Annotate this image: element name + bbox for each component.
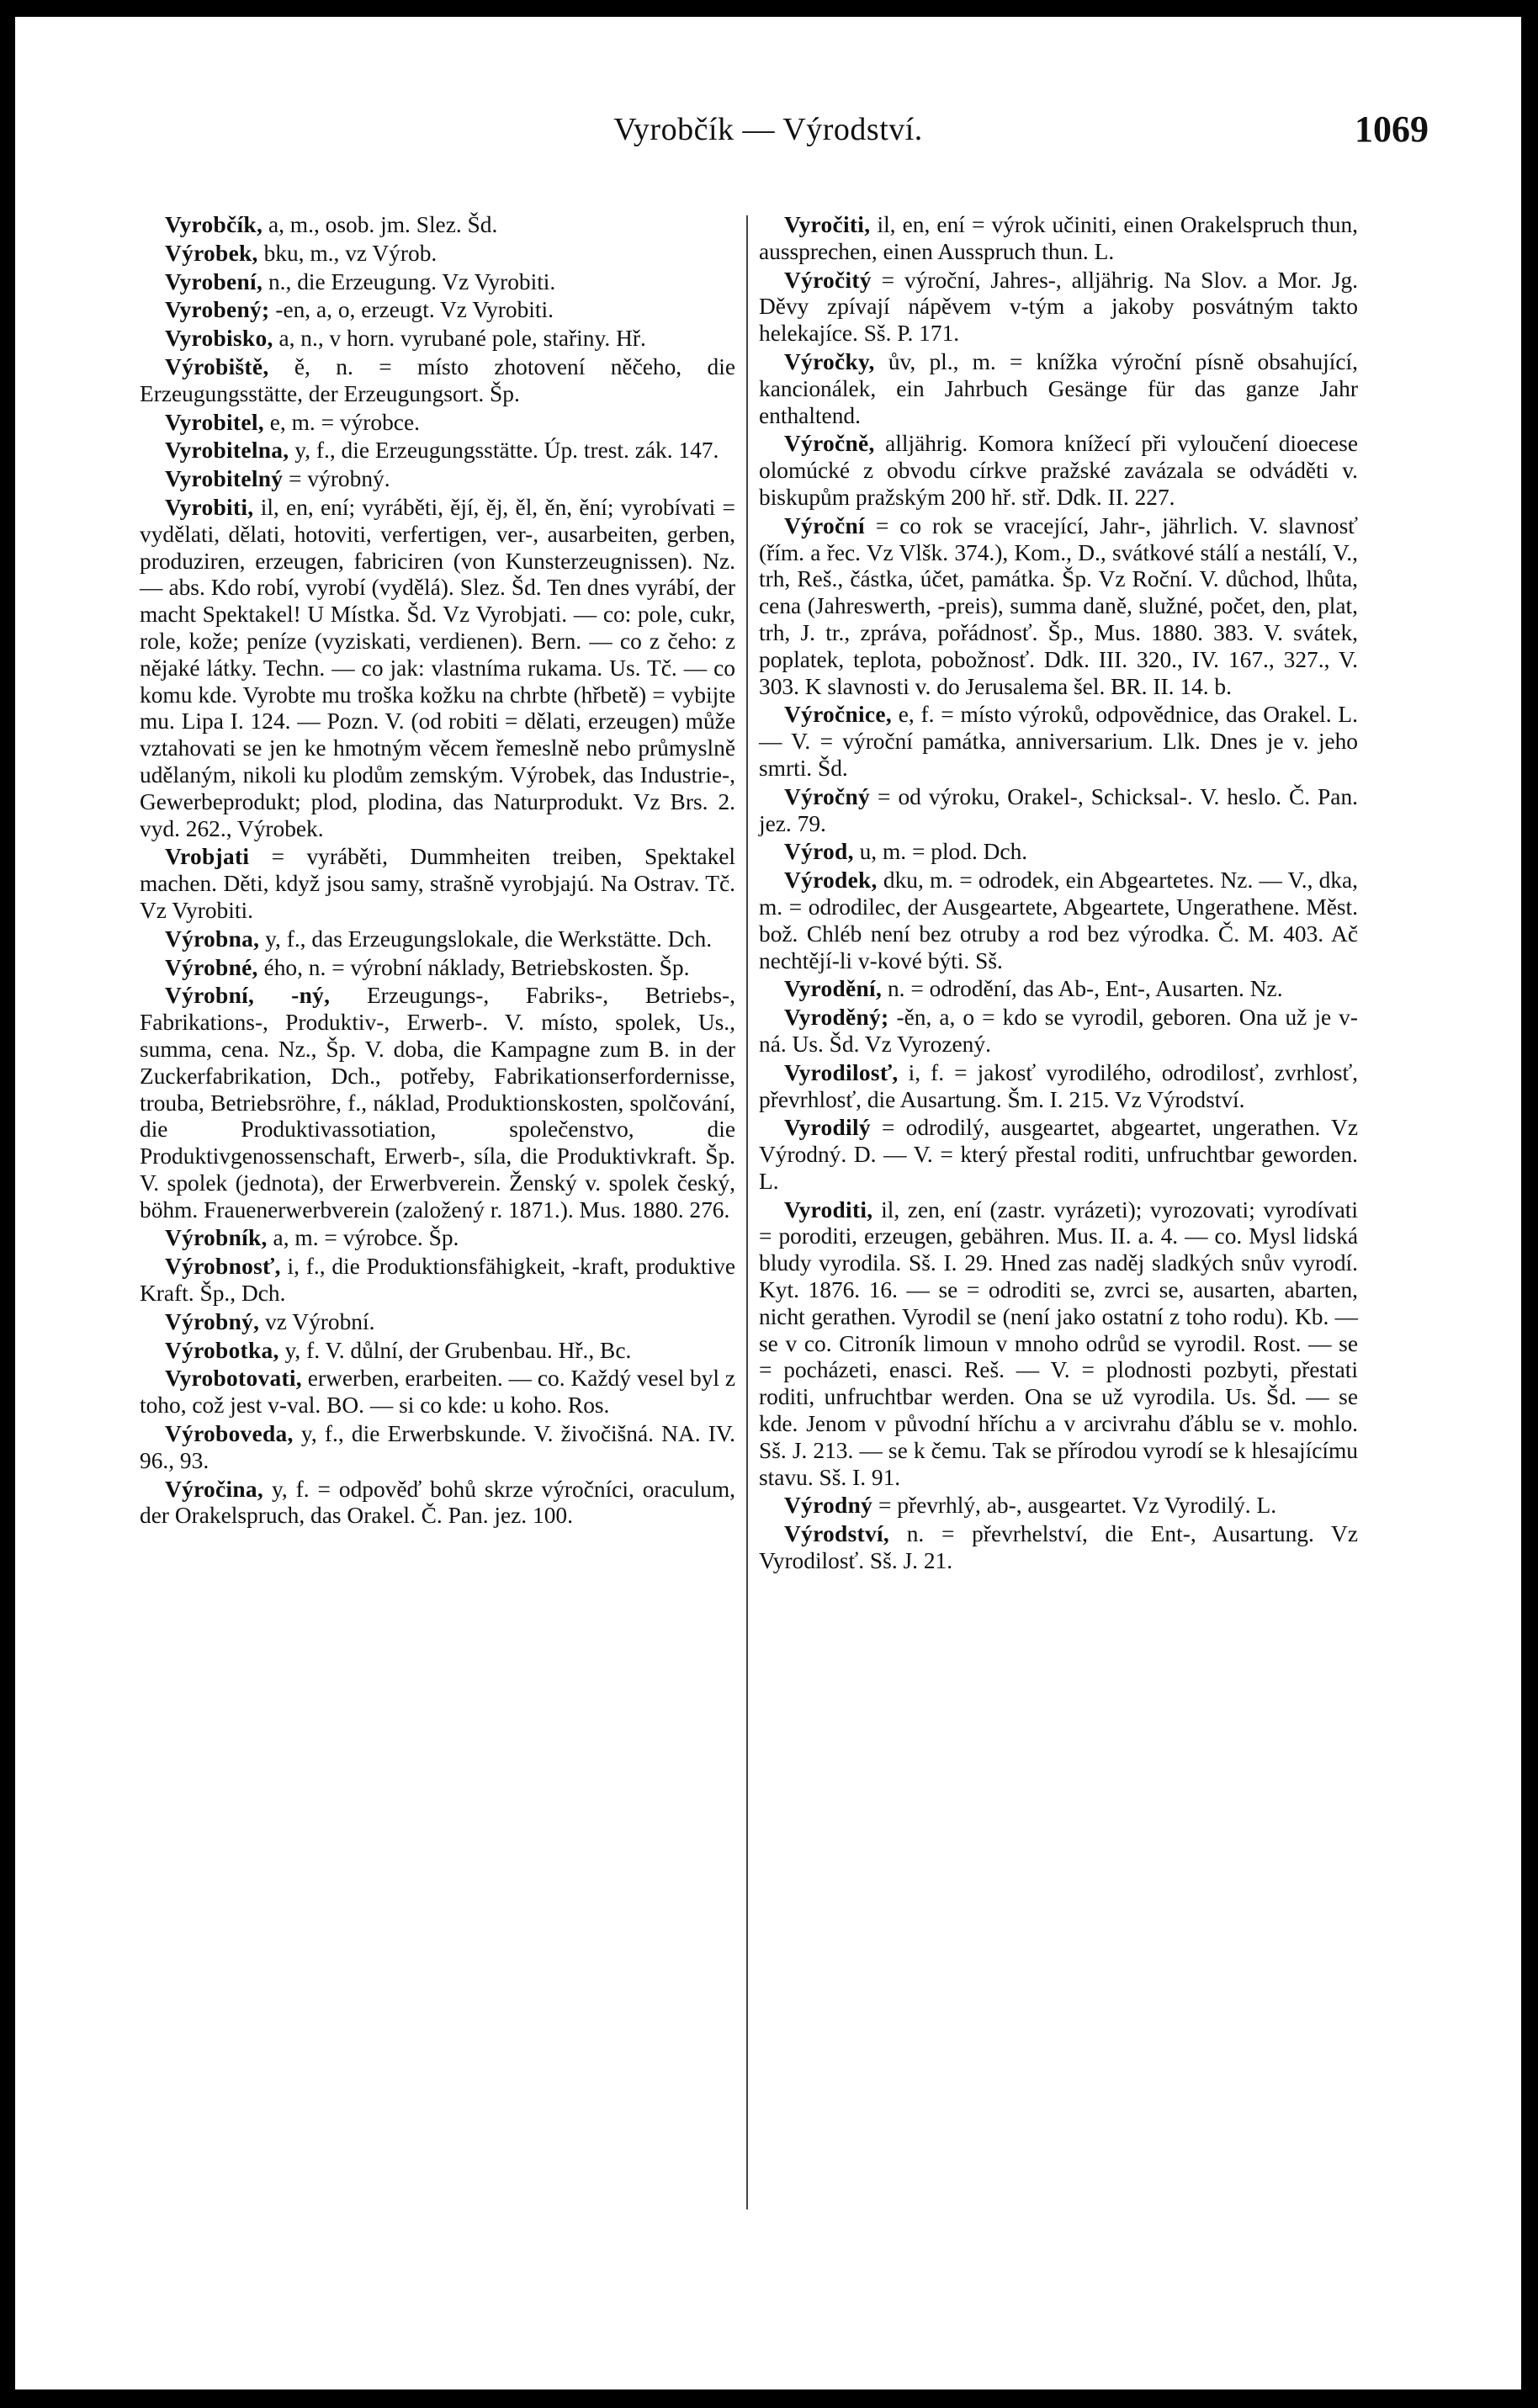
entry-headword: Výrobný, (165, 1308, 260, 1334)
entry-definition: = co rok se vracející, Jahr-, jährlich. V. slavnosť (řím. a řec. Vz Vlšk. 374.), Kom., D., svátkové stálí a nestálí, V., trh, Reš., částka, účet, památka. Šp. Vz Roční. V. důchod, lhůta, cena (Jahreswerth, -preis), summa daně, služné, počet, den, plat, trh, J. tr., zpráva, pořádnosť. Šp., Mus. 1880. 383. V. svátek, poplatek, teplota, pobožnosť. Ddk. III. 320., IV. 167., 327., V. 303. K slavnosti v. do Jerusalema šel. BR. II. 14. b. (759, 512, 1358, 699)
entry-headword: Vyrobení, (165, 268, 263, 294)
entry-headword: Vyroditi, (784, 1196, 873, 1223)
entry-headword: Výrodství, (784, 1521, 890, 1547)
dictionary-entry (140, 1309, 735, 1336)
dictionary-entry (759, 268, 1358, 347)
entry-definition: = vyráběti, Dummheiten treiben, Spektakel machen. Děti, když jsou samy, strašně vyrobjajú. Na Ostrav. Tč. Vz Vyrobiti. (140, 844, 735, 923)
dictionary-entry (140, 1254, 735, 1307)
entry-headword: Vyrobitel, (165, 409, 264, 435)
dictionary-entry (140, 955, 735, 982)
entry-headword: Výrodek, (784, 867, 878, 894)
entry-headword: Výrobek, (165, 240, 258, 266)
entry-definition: = odrodilý, ausgeartet, abgeartet, ungerathen. Vz Výrodný. D. — V. = který přestal roditi, unfruchtbar geworden. L. (759, 1115, 1358, 1194)
entry-definition: y, f. V. důlní, der Grubenbau. Hř., Bc. (278, 1337, 632, 1363)
entry-headword: Vyrodění, (784, 976, 883, 1002)
entry-definition: u, m. = plod. Dch. (853, 839, 1028, 865)
dictionary-entry (140, 241, 735, 268)
dictionary-entry (759, 1493, 1358, 1520)
entry-definition: bku, m., vz Výrob. (257, 240, 438, 266)
entry-headword: Výrobiště, (165, 353, 269, 379)
dictionary-entry (140, 297, 735, 324)
page-number: 1069 (1355, 109, 1429, 150)
entry-headword: Výročina, (165, 1476, 264, 1502)
entry-definition: dku, m. = odrodek, ein Abgeartetes. Nz. — V., dka, m. = odrodilec, der Ausgeartete, Abgeartete, Ungerathene. Měst. bož. Chléb není bez otruby a rod bez výrodka. Č. M. 403. Ač nechtějí-li v-kové býti. Sš. (759, 867, 1358, 973)
entry-headword: Vyrobitelna, (165, 438, 289, 464)
dictionary-entry (759, 431, 1358, 511)
entry-definition: il, zen, ení (zastr. vyrázeti); vyrozovati; vyrodívati = poroditi, erzeugen, gebähren. Mus. II. a. 4. — co. Mysl lidská bludy vyrodila. Sš. I. 29. Hned zas naděj sladkých snův vyrodí. Kyt. 1876. 16. — se = odroditi se, zvrci se, ausarten, abarten, nicht gerathen. Vyrodil se (není jako ostatní z toho rodu). Kb. — se v co. Citroník limoun v mnoho odrůd se vyrodil. Rost. — se = pocházeti, enasci. Reš. — V. = plodnosti pozbyti, přestati roditi, unfruchtbar werden. Ona se už vyrodila. Us. Šd. — se kde. Jenom v původní hříchu a v arcivrahu ďáblu se v. mohlo. Sš. J. 213. — se k čemu. Tak se přírodou vyrodí se k hlesajícímu stavu. Sš. I. 91. (759, 1196, 1358, 1490)
dictionary-entry (759, 1197, 1358, 1492)
entry-headword: Vyrobčík, (165, 212, 263, 237)
entry-headword: Výroční (784, 512, 865, 538)
entry-headword: Vyroděný; (784, 1005, 889, 1031)
dictionary-entry (759, 1115, 1358, 1195)
right-column (759, 212, 1358, 1577)
dictionary-entry (140, 844, 735, 924)
entry-headword: Výrobné, (165, 954, 258, 980)
entry-definition: ě, n. = místo zhotovení něčeho, die Erzeugungsstätte, der Erzeugungsort. Šp. (140, 353, 735, 406)
entry-definition: y, f., die Erwerbskunde. V. živočišná. NA. IV. 96., 93. (140, 1421, 735, 1473)
dictionary-entry (140, 466, 735, 493)
entry-definition: ého, n. = výrobní náklady, Betriebskosten. Šp. (257, 954, 690, 980)
dictionary-entry (759, 349, 1358, 429)
entry-definition: a, m., osob. jm. Slez. Šd. (263, 212, 498, 237)
dictionary-entry (140, 269, 735, 296)
column-divider (746, 215, 748, 2209)
dictionary-entry (759, 976, 1358, 1003)
dictionary-entry (759, 702, 1358, 782)
entry-headword: Výročky, (784, 348, 875, 374)
dictionary-entry (759, 212, 1358, 266)
dictionary-entry (759, 867, 1358, 974)
entry-definition: = výrobný. (283, 466, 390, 492)
entry-definition: a, n., v horn. vyrubané pole, stařiny. Hř. (273, 326, 646, 352)
entry-definition: e, f. = místo výroků, odpovědnice, das Orakel. L. — V. = výroční památka, anniversarium. Llk. Dnes je v. jeho smrti. Šd. (759, 702, 1358, 781)
dictionary-entry (140, 1225, 735, 1252)
entry-headword: Vyrobený; (165, 297, 270, 323)
entry-headword: Vyrodilý (784, 1115, 871, 1141)
dictionary-entry (140, 354, 735, 408)
entry-definition: alljährig. Komora knížecí při vyloučení dioecese olomúcké z obvodu církve pražské zavázala se odváděti v. biskupům pražským 200 hř. stř. Ddk. II. 227. (759, 431, 1358, 510)
entry-definition: Erzeugungs-, Fabriks-, Betriebs-, Fabrikations-, Produktiv-, Erwerb-. V. místo, spolek, Us., summa, cena. Nz., Šp. V. doba, die Kampagne zum B. in der Zuckerfabrikation, Dch., potřeby, Fabrikationserfordernisse, trouba, Betriebsröhre, f., náklad, Produktionskosten, spolčování, die Produktivassotiation, společenstvo, die Produktivgenossenschaft, Erwerb-, síla, die Produktivkraft. Šp. V. spolek (jednota), der Erwerbverein. Ženský v. spolek český, böhm. Frauenerwerbverein (založený r. 1871.). Mus. 1880. 276. (140, 983, 735, 1223)
entry-definition: -en, a, o, erzeugt. Vz Vyrobiti. (269, 297, 554, 323)
entry-headword: Výročnice, (784, 702, 892, 728)
entry-definition: il, en, ení; vyráběti, ějí, ěj, ěl, ěn, ění; vyrobívati = vydělati, dělati, hotoviti, verfertigen, ver-, ausarbeiten, gerben, produziren, erzeugen, fabriciren (von Kunsterzeugnissen). Nz. — abs. Kdo robí, vyrobí (vydělá). Slez. Šd. Ten dnes vyrábí, der macht Spektakel! U Místka. Šd. Vz Vyrobjati. — co: pole, cukr, role, kože; peníze (vyziskati, verdienen). Bern. — co z čeho: z nějaké látky. Techn. — co jak: vlastníma rukama. Us. Tč. — co komu kde. Vyrobte mu troška kožku na chrbte (hřbetě) = vybijte mu. Lipa I. 124. — Pozn. V. (od robiti = dělati, erzeugen) může vztahovati se jen ke hmotným věcem řemeslně nebo průmyslně udělaným, nikoli ku plodům zemským. Výrobek, das Industrie-, Gewerbeprodukt; plod, plodina, das Naturprodukt. Vz Brs. 2. vyd. 262., Výrobek. (140, 494, 735, 841)
entry-headword: Vyrobitelný (165, 466, 284, 492)
dictionary-entry (140, 1477, 735, 1530)
entry-headword: Výrod, (784, 839, 854, 865)
entry-definition: vz Výrobní. (259, 1308, 375, 1334)
dictionary-entry (140, 926, 735, 953)
entry-headword: Výrodný (784, 1493, 873, 1519)
dictionary-entry (140, 495, 735, 842)
entry-headword: Vyrobiti, (165, 494, 254, 520)
entry-headword: Vyrodilosť, (784, 1059, 899, 1085)
dictionary-entry (140, 1366, 735, 1419)
running-header (15, 111, 1521, 162)
entry-definition: = od výroku, Orakel-, Schicksal-. V. heslo. Č. Pan. jez. 79. (759, 783, 1358, 836)
entry-definition: = výroční, Jahres-, alljährig. Na Slov. a Mor. Jg. Děvy zpívají nápěvem v-tým a jakoby posvátným takto helekajíce. Sš. P. 171. (759, 267, 1358, 347)
dictionary-entry (759, 839, 1358, 866)
entry-definition: a, m. = výrobce. Šp. (267, 1225, 459, 1251)
dictionary-entry (759, 1005, 1358, 1058)
dictionary-entry (759, 784, 1358, 838)
dictionary-entry (759, 513, 1358, 701)
entry-definition: y, f., die Erzeugungsstätte. Úp. trest. zák. 147. (289, 438, 719, 464)
dictionary-entry (140, 438, 735, 464)
entry-definition: il, en, ení = výrok učiniti, einen Orakelspruch thun, aussprechen, einen Ausspruch thun. L. (759, 212, 1358, 264)
entry-definition: ův, pl., m. = knížka výroční písně obsahující, kancionálek, ein Jahrbuch Gesänge für das ganze Jahr enthaltend. (759, 348, 1358, 428)
entry-headword: Výrobník, (165, 1225, 268, 1251)
entry-definition: n. = odrodění, das Ab-, Ent-, Ausarten. Nz. (882, 976, 1283, 1002)
entry-headword: Výročně, (784, 431, 875, 457)
entry-headword: Výrobnosť, (165, 1254, 281, 1280)
entry-headword: Vyrobotovati, (165, 1366, 302, 1392)
entry-headword: Vyročiti, (784, 212, 871, 237)
dictionary-entry (140, 212, 735, 239)
entry-definition: = převrhlý, ab-, ausgeartet. Vz Vyrodilý. L. (872, 1493, 1277, 1519)
entry-definition: -ěn, a, o = kdo se vyrodil, geboren. Ona už je v-ná. Us. Šd. Vz Vyrozený. (759, 1005, 1358, 1057)
dictionary-entry (759, 1060, 1358, 1114)
entry-definition: e, m. = výrobce. (263, 409, 420, 435)
entry-definition: y, f. = odpověď bohů skrze výročníci, oraculum, der Orakelspruch, das Orakel. Č. Pan. jez. 100. (140, 1476, 735, 1529)
dictionary-entry (140, 983, 735, 1223)
dictionary-entry (140, 410, 735, 437)
entry-definition: y, f., das Erzeugungslokale, die Werkstätte. Dch. (259, 926, 713, 952)
entry-definition: n., die Erzeugung. Vz Vyrobiti. (263, 268, 556, 294)
dictionary-entry (140, 1421, 735, 1475)
entry-definition: i, f., die Produktionsfähigkeit, -kraft, produktive Kraft. Šp., Dch. (140, 1254, 735, 1307)
entry-headword: Výročný (784, 783, 871, 809)
entry-headword: Výrobna, (165, 926, 260, 952)
dictionary-entry (140, 326, 735, 353)
entry-definition: n. = převrhelství, die Ent-, Ausartung. Vz Vyrodilosť. Sš. J. 21. (759, 1521, 1358, 1574)
dictionary-page (15, 17, 1521, 2389)
entry-headword: Výroboveda, (165, 1421, 294, 1447)
dictionary-entry (759, 1521, 1358, 1575)
entry-headword: Vrobjati (165, 844, 250, 870)
entry-headword: Výrobotka, (165, 1337, 279, 1363)
entry-headword: Výročitý (784, 267, 872, 293)
entry-definition: i, f. = jakosť vyrodilého, odrodilosť, zvrhlosť, převrhlosť, die Ausartung. Šm. I. 215. Vz Výrodství. (759, 1059, 1358, 1112)
entry-headword: Vyrobisko, (165, 326, 273, 352)
running-title: Vyrobčík — Výrodství. (613, 112, 923, 147)
entry-definition: erwerben, erarbeiten. — co. Každý vesel byl z toho, což jest v-val. BO. — si co kde: u koho. Ros. (140, 1366, 735, 1419)
entry-headword: Výrobní, -ný, (165, 983, 331, 1009)
left-column (140, 212, 735, 1531)
dictionary-entry (140, 1338, 735, 1365)
